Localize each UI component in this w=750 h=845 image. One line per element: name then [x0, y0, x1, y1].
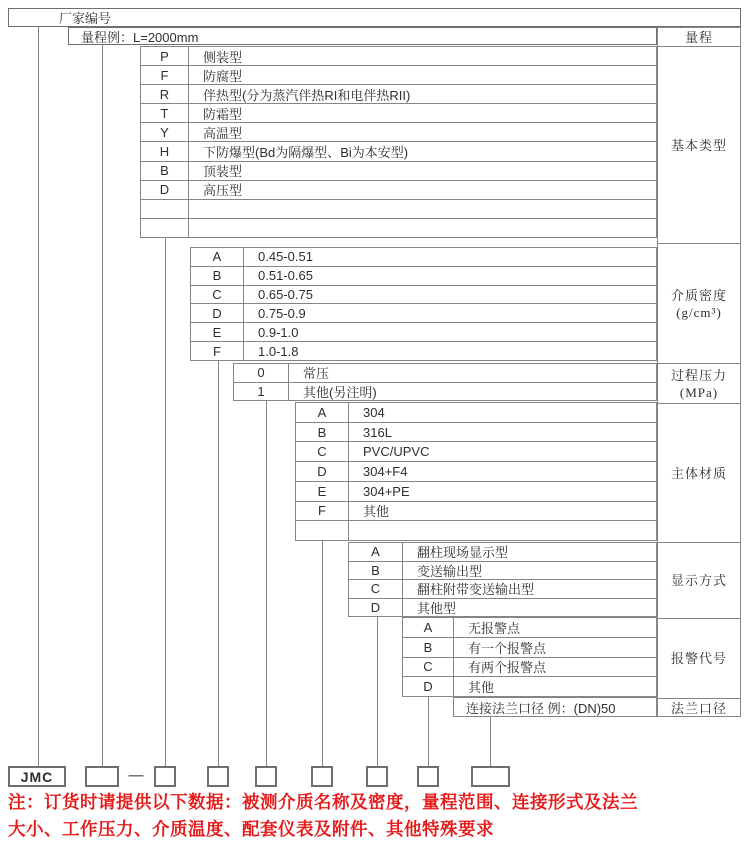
table-row	[141, 161, 656, 180]
desc-cell: 伴热型(分为蒸汽伴热RI和电伴热RII)	[203, 87, 411, 103]
code-cell: A	[349, 543, 403, 561]
code-cell	[141, 200, 189, 218]
code-box-range	[154, 766, 176, 787]
desc-cell: 高压型	[203, 183, 243, 199]
desc-cell: 0.51-0.65	[258, 268, 313, 284]
desc-cell: 其他	[363, 504, 390, 520]
label-cell-display: 显示方式	[658, 542, 740, 618]
table-row	[296, 441, 656, 461]
table-row	[349, 579, 656, 598]
desc-cell: 其他型	[417, 600, 457, 616]
label-cell-alarm: 报警代号	[658, 618, 740, 698]
desc-cell	[349, 521, 656, 540]
desc-cell: 0.9-1.0	[258, 324, 299, 340]
flange-spec-row	[453, 697, 657, 717]
code-cell: T	[141, 104, 189, 122]
desc-cell: 侧装型	[203, 49, 243, 65]
section-body-material	[295, 402, 657, 541]
table-row	[141, 199, 656, 218]
desc-cell: PVC/UPVC	[363, 444, 430, 460]
table-row	[191, 266, 656, 285]
code-cell: F	[141, 66, 189, 84]
table-row	[403, 676, 656, 696]
code-box-manufacturer	[85, 766, 119, 787]
desc-cell: 翻柱现场显示型	[417, 545, 509, 561]
table-row	[349, 543, 656, 561]
desc-cell: 其他(另注明)	[303, 384, 377, 400]
desc-cell	[189, 219, 656, 237]
table-row	[296, 501, 656, 521]
connector-line-basic-type	[165, 238, 166, 766]
table-row	[191, 322, 656, 341]
table-row	[296, 461, 656, 481]
table-row	[349, 598, 656, 617]
desc-cell: 有两个报警点	[468, 660, 547, 676]
code-cell: B	[296, 423, 349, 442]
code-box-alarm-flange	[471, 766, 510, 787]
code-cell: D	[403, 677, 454, 696]
code-cell: F	[296, 502, 349, 521]
range-example-label: 量程例：L=2000mm	[81, 29, 199, 45]
section-alarm-code	[402, 617, 657, 697]
code-cell: 1	[234, 383, 289, 401]
code-cell: R	[141, 85, 189, 103]
section-medium-density	[190, 247, 657, 361]
desc-cell: 变送输出型	[417, 563, 483, 579]
desc-cell: 顶装型	[203, 164, 243, 180]
label-cell-material: 主体材质	[658, 403, 740, 542]
desc-cell: 翻柱附带变送输出型	[417, 582, 535, 598]
desc-cell: 316L	[363, 424, 392, 440]
order-note	[8, 789, 746, 843]
code-cell: B	[141, 162, 189, 180]
table-row	[191, 285, 656, 304]
desc-cell: 0.65-0.75	[258, 287, 313, 303]
model-prefix-label: JMC	[20, 768, 54, 785]
table-row	[403, 637, 656, 657]
desc-cell: 1.0-1.8	[258, 343, 299, 359]
table-row	[141, 141, 656, 160]
section-process-pressure	[233, 363, 657, 401]
desc-cell: 下防爆型(Bd为隔爆型、Bi为本安型)	[203, 145, 409, 161]
table-row	[296, 403, 656, 422]
code-cell: A	[191, 248, 244, 266]
connector-line-display	[377, 617, 378, 766]
code-cell: P	[141, 47, 189, 65]
code-cell: Y	[141, 123, 189, 141]
desc-cell: 无报警点	[468, 620, 521, 636]
table-row	[403, 657, 656, 677]
range-row	[68, 27, 657, 45]
table-row	[191, 248, 656, 266]
code-box-pressure	[311, 766, 333, 787]
table-row	[191, 303, 656, 322]
table-row	[296, 520, 656, 540]
desc-cell: 常压	[303, 366, 330, 382]
connector-line-flange	[490, 717, 491, 766]
desc-cell	[189, 200, 656, 218]
label-cell-flange: 法兰口径	[658, 698, 740, 718]
desc-cell: 0.75-0.9	[258, 305, 306, 321]
label-cell-density: 介质密度 (g/cm³)	[658, 243, 740, 363]
label-cell-range: 量程	[684, 29, 713, 45]
table-row	[141, 122, 656, 141]
model-prefix-box	[8, 766, 66, 787]
code-box-density	[255, 766, 277, 787]
code-box-display	[417, 766, 439, 787]
code-cell: E	[296, 482, 349, 501]
code-cell: C	[349, 580, 403, 598]
code-cell: E	[191, 323, 244, 341]
label-column	[657, 27, 741, 717]
table-row	[403, 618, 656, 637]
table-row	[141, 65, 656, 84]
desc-cell: 防霜型	[203, 106, 243, 122]
desc-cell: 304+F4	[363, 464, 408, 480]
code-cell: C	[296, 442, 349, 461]
connector-line-material	[322, 541, 323, 766]
order-note-line1: 注：订货时请提供以下数据：被测介质名称及密度，量程范围、连接形式及法兰	[8, 792, 638, 812]
model-code-dash: —	[128, 767, 144, 784]
code-cell: A	[403, 618, 454, 637]
connector-line-density	[218, 361, 219, 766]
table-row	[141, 180, 656, 199]
table-row	[141, 218, 656, 237]
desc-cell: 其他	[468, 680, 495, 696]
code-cell: D	[349, 599, 403, 617]
table-row	[141, 103, 656, 122]
code-cell	[296, 521, 349, 540]
table-row	[234, 364, 656, 382]
code-cell: D	[141, 181, 189, 199]
code-cell: H	[141, 142, 189, 160]
table-row	[191, 341, 656, 360]
manufacturer-row	[8, 8, 741, 27]
desc-cell: 304+PE	[363, 483, 410, 499]
code-cell: F	[191, 342, 244, 360]
desc-cell: 304	[363, 404, 385, 420]
connector-line-manufacturer	[38, 27, 39, 766]
table-row	[141, 84, 656, 103]
connector-line-pressure	[266, 401, 267, 766]
code-cell: C	[191, 286, 244, 304]
desc-cell: 高温型	[203, 125, 243, 141]
table-row	[349, 561, 656, 580]
code-cell: 0	[234, 364, 289, 382]
desc-cell: 防腐型	[203, 68, 243, 84]
code-cell: D	[296, 462, 349, 481]
code-cell: B	[349, 562, 403, 580]
label-cell-basic-type: 基本类型	[658, 46, 740, 243]
order-note-line2: 大小、工作压力、介质温度、配套仪表及附件、其他特殊要求	[8, 819, 494, 839]
table-row	[296, 481, 656, 501]
table-row	[141, 47, 656, 65]
code-cell: C	[403, 658, 454, 677]
table-row	[296, 422, 656, 442]
code-cell: B	[403, 638, 454, 657]
section-basic-type	[140, 46, 657, 238]
connector-line-alarm	[428, 697, 429, 766]
section-display-mode	[348, 542, 657, 617]
desc-cell: 有一个报警点	[468, 640, 547, 656]
code-cell: D	[191, 304, 244, 322]
code-cell: B	[191, 267, 244, 285]
code-cell: A	[296, 403, 349, 422]
code-box-basic-type	[207, 766, 229, 787]
code-box-material	[366, 766, 388, 787]
connector-line-range	[102, 45, 103, 766]
manufacturer-row-label: 厂家编号	[59, 11, 112, 26]
code-cell	[141, 219, 189, 237]
table-row	[234, 382, 656, 401]
flange-spec-label: 连接法兰口径 例：(DN)50	[466, 700, 616, 716]
label-cell-pressure: 过程压力 (MPa)	[658, 363, 740, 403]
desc-cell: 0.45-0.51	[258, 249, 313, 265]
